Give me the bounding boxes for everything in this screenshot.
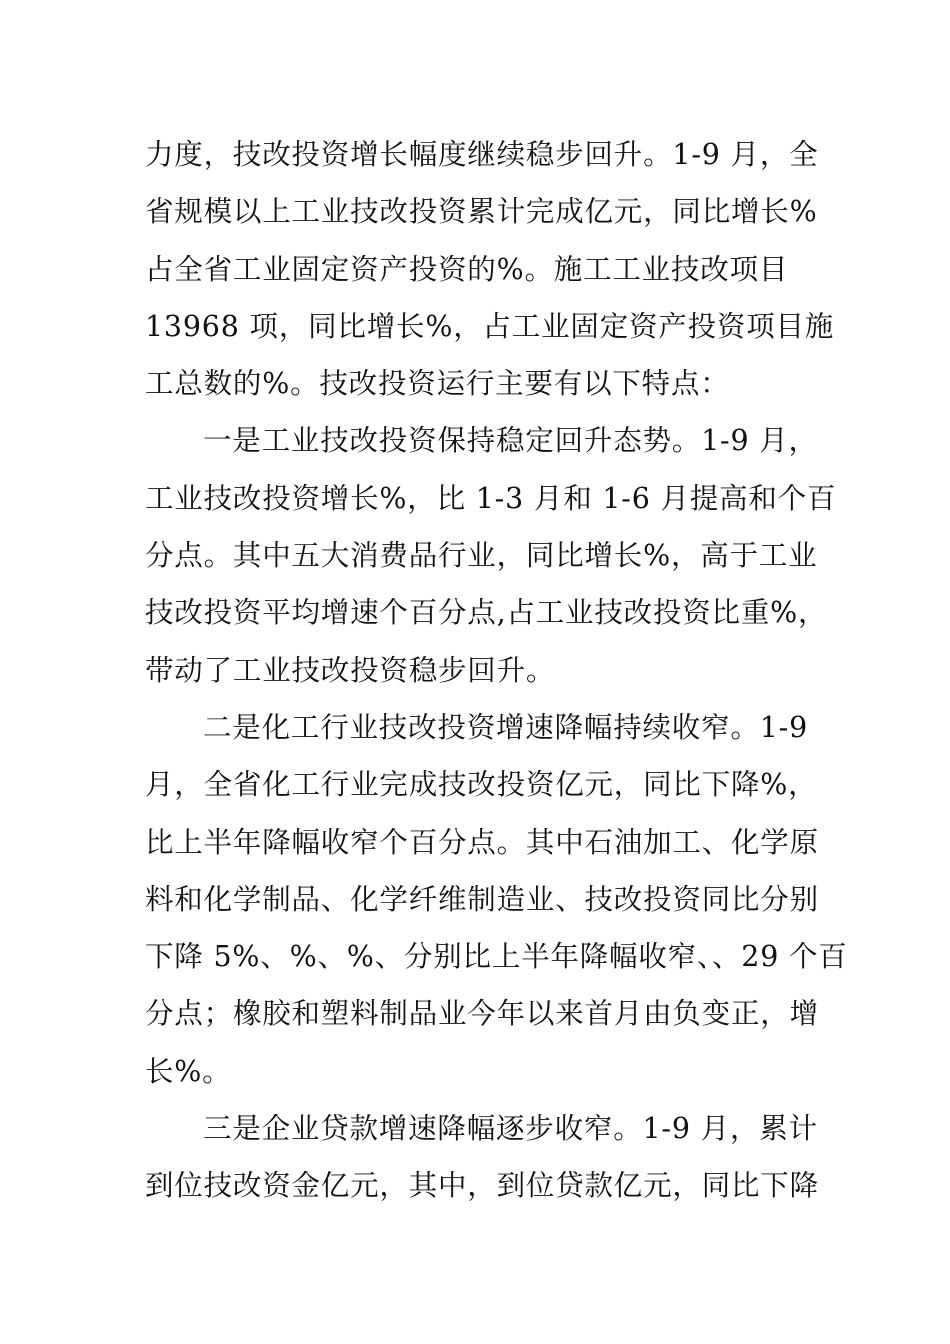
paragraph-1-first-line: 一是工业技改投资保持稳定回升态势。1-9 月，	[203, 424, 818, 458]
text-line: 分点；橡胶和塑料制品业今年以来首月由负变正，增	[145, 997, 819, 1031]
text-line: 分点。其中五大消费品行业，同比增长%，高于工业	[145, 539, 818, 573]
text-line: 料和化学制品、化学纤维制造业、技改投资同比分别	[145, 882, 819, 916]
text-line: 长%。	[145, 1054, 232, 1088]
text-line: 月，全省化工行业完成技改投资亿元，同比下降%，	[145, 768, 818, 802]
text-line: 工总数的%。技改投资运行主要有以下特点：	[145, 367, 730, 401]
text-line: 工业技改投资增长%，比 1-3 月和 1-6 月提高和个百	[145, 481, 837, 515]
text-line: 技改投资平均增速个百分点,占工业技改投资比重%，	[145, 596, 828, 630]
body-text	[145, 126, 848, 1215]
text-line: 占全省工业固定资产投资的%。施工工业技改项目	[145, 252, 789, 286]
paragraph-3-first-line: 三是企业贷款增速降幅逐步收窄。1-9 月，累计	[203, 1112, 818, 1146]
text-line: 13968 项，同比增长%，占工业固定资产投资项目施	[145, 309, 835, 343]
text-line: 力度，技改投资增长幅度继续稳步回升。1-9 月，全	[145, 138, 819, 171]
text-line: 下降 5%、%、%、分别比上半年降幅收窄、、29 个百	[145, 940, 848, 974]
text-line: 到位技改资金亿元，其中，到位贷款亿元，同比下降	[145, 1169, 819, 1203]
text-line: 比上半年降幅收窄个百分点。其中石油加工、化学原	[145, 825, 819, 859]
paragraph-2-first-line: 二是化工行业技改投资增速降幅持续收窄。1-9	[203, 710, 808, 744]
text-line: 带动了工业技改投资稳步回升。	[145, 653, 556, 687]
text-line: 省规模以上工业技改投资累计完成亿元，同比增长%	[145, 195, 818, 229]
